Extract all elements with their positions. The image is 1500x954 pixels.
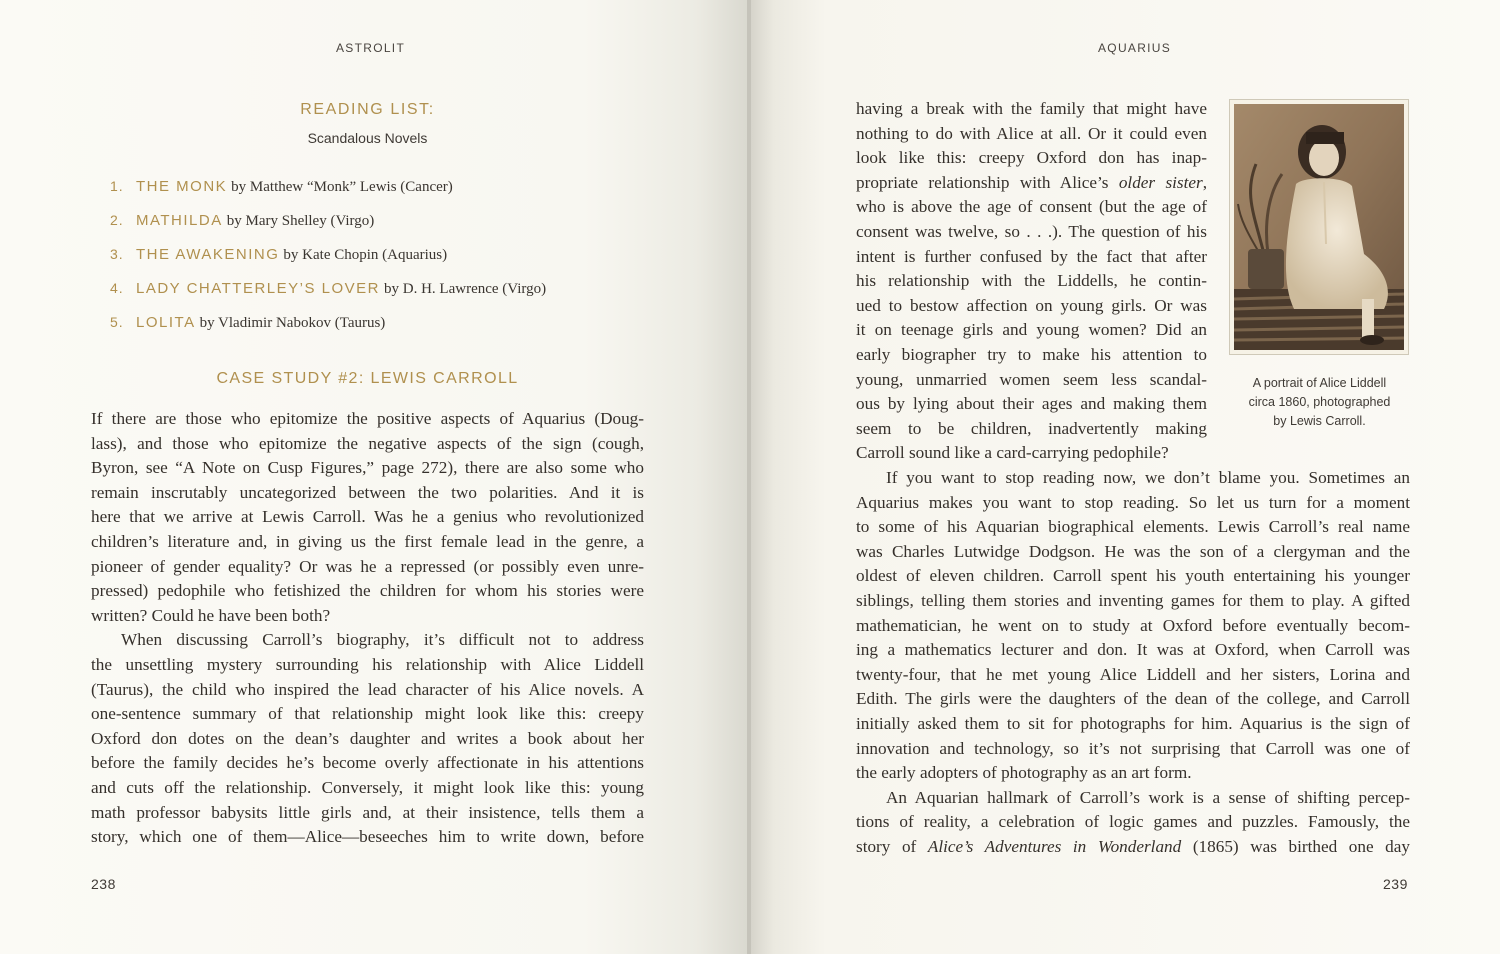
book-title: LOLITA [136, 314, 196, 331]
reading-list-item [110, 278, 650, 312]
text-line: seem to be children, inadvertently making [856, 418, 1207, 438]
text-line: remain inscrutably uncategorized between the two polarities. And it is [91, 482, 644, 502]
text-line: young, unmarried women seem less scandal- [856, 369, 1207, 389]
text-line: tions of reality, a celebration of logic games and puzzles. Famously, the [856, 812, 1410, 832]
book-author: by Mary Shelley (Virgo) [226, 213, 375, 229]
reading-list-item [110, 244, 650, 278]
text-line [856, 171, 1207, 196]
book-title: MATHILDA [136, 212, 223, 229]
text-segment: propriate relationship with Alice’s [856, 172, 1119, 192]
caption-line: A portrait of Alice Liddell [1252, 376, 1387, 390]
text-line: pioneer of gender equality? Or was he a repressed (or possibly even unre- [91, 556, 644, 576]
text-line: Aquarius makes you want to stop reading. So let us turn for a moment [856, 492, 1410, 512]
text-segment: (1865) was birthed one day [1181, 836, 1410, 856]
book-title: LADY CHATTERLEY’S LOVER [136, 280, 381, 297]
text-line [856, 835, 1410, 860]
text-line: lass), and those who epitomize the negative aspects of the sign (cough, [91, 433, 644, 453]
left-body-text [91, 407, 644, 850]
text-line: children’s literature and, in giving us the first female lead in the genre, a [91, 531, 644, 551]
text-line: ing a mathematics lecturer and don. It was at Oxford, when Carroll was [856, 640, 1410, 660]
case-study-heading: CASE STUDY #2: LEWIS CARROLL [216, 370, 519, 387]
text-line: pressed) pedophile who fetishized the children for whom his stories were [91, 581, 644, 601]
reading-list-item [110, 312, 650, 346]
text-line: here that we arrive at Lewis Carroll. Was he a genius who revolutionized [91, 507, 644, 527]
text-line: written? Could he have been both? [91, 605, 331, 625]
text-line: one-sentence summary of that relationship might look like this: creepy [91, 704, 644, 724]
text-line: siblings, telling them stories and inventing games for them to play. A gifted [856, 590, 1410, 610]
caption-line: by Lewis Carroll. [1273, 414, 1366, 428]
text-line: consent was twelve, so . . .). The question of his [856, 221, 1207, 241]
right-running-head: AQUARIUS [1098, 41, 1172, 55]
text-segment: story of [856, 836, 928, 856]
text-line: the unsettling mystery surrounding his relationship with Alice Liddell [91, 654, 644, 674]
text-line: mathematician, he went on to study at Oxford before eventually becom- [856, 615, 1410, 635]
text-line: Carroll sound like a card-carrying pedophile? [856, 443, 1169, 463]
text-line: who is above the age of consent (but the age of [856, 197, 1207, 217]
page-number-left: 238 [91, 876, 116, 892]
reading-list-item [110, 176, 650, 210]
right-full-width-text [856, 466, 1410, 860]
text-line: An Aquarian hallmark of Carroll’s work is a sense of shifting percep- [886, 787, 1410, 807]
right-narrow-column-text [856, 97, 1207, 466]
text-line: ued to bestow affection on young girls. Or was [856, 295, 1207, 315]
text-line: it on teenage girls and young women? Did an [856, 320, 1207, 340]
text-line: innovation and technology, so it’s not surprising that Carroll was one of [856, 738, 1410, 758]
text-line: oldest of eleven children. Carroll spent his youth entertaining his younger [856, 566, 1410, 586]
book-author: by Kate Chopin (Aquarius) [283, 247, 448, 263]
list-number: 4. [110, 280, 124, 296]
text-line: ous by lying about their ages and making them [856, 394, 1207, 414]
italic-text: older sister [1118, 172, 1203, 192]
book-title: THE MONK [136, 178, 228, 195]
list-number: 2. [110, 212, 124, 228]
photo-caption [1229, 374, 1410, 431]
text-line: nothing to do with Alice at all. Or it could even [856, 123, 1207, 143]
text-line: math professor babysits little girls and, at their insistence, tells them a [91, 802, 644, 822]
text-line: was Charles Lutwidge Dodgson. He was the son of a clergyman and the [856, 541, 1410, 561]
text-line: before the family decides he’s become overly affectionate in his attentions [91, 753, 644, 773]
text-line: Edith. The girls were the daughters of the dean of the college, and Carroll [856, 689, 1410, 709]
text-line: to some of his Aquarian biographical elements. Lewis Carroll’s real name [856, 517, 1410, 537]
text-line: twenty-four, that he met young Alice Liddell and her sisters, Lorina and [856, 664, 1410, 684]
portrait-photo-image [1234, 104, 1404, 350]
text-line: his relationship with the Liddells, he contin- [856, 271, 1207, 291]
text-line: intent is further confused by the fact that after [856, 246, 1207, 266]
reading-list-subtitle: Scandalous Novels [307, 130, 428, 146]
text-line: (Taurus), the child who inspired the lead character of his Alice novels. A [91, 679, 644, 699]
text-line: If you want to stop reading now, we don’t blame you. Sometimes an [886, 468, 1410, 487]
left-running-head: ASTROLIT [336, 41, 406, 55]
list-number: 3. [110, 246, 124, 262]
page-number-right: 239 [1383, 876, 1408, 892]
text-line: When discussing Carroll’s biography, it’s difficult not to address [121, 630, 644, 650]
text-line: If there are those who epitomize the positive aspects of Aquarius (Doug- [91, 409, 644, 428]
text-line: early biographer try to make his attention to [856, 344, 1207, 364]
alice-liddell-photo [1229, 99, 1409, 355]
text-line: Oxford don dotes on the dean’s daughter and writes a book about her [91, 728, 644, 748]
reading-list-heading: READING LIST: [300, 101, 435, 118]
list-number: 5. [110, 314, 124, 330]
book-title: THE AWAKENING [136, 246, 280, 263]
text-line: look like this: creepy Oxford don has inap- [856, 148, 1207, 168]
reading-list-item [110, 210, 650, 244]
text-line: having a break with the family that might have [856, 99, 1207, 118]
text-line: and cuts off the relationship. Conversely, it might look like this: young [91, 777, 644, 797]
book-author: by D. H. Lawrence (Virgo) [384, 281, 547, 297]
caption-line: circa 1860, photographed [1248, 395, 1391, 409]
text-line: Byron, see “A Note on Cusp Figures,” page 272), there are also some who [91, 458, 644, 478]
book-author: by Matthew “Monk” Lewis (Cancer) [231, 179, 453, 195]
text-line: story, which one of them—Alice—beseeches him to write down, before [91, 827, 644, 847]
reading-list [110, 176, 650, 346]
italic-text: Alice’s Adventures in Wonderland [927, 836, 1182, 856]
text-segment: , [1202, 172, 1207, 192]
book-author: by Vladimir Nabokov (Taurus) [199, 315, 386, 331]
text-line: initially asked them to sit for photographs for him. Aquarius is the sign of [856, 713, 1410, 733]
text-line: the early adopters of photography as an art form. [856, 763, 1192, 783]
list-number: 1. [110, 178, 124, 194]
